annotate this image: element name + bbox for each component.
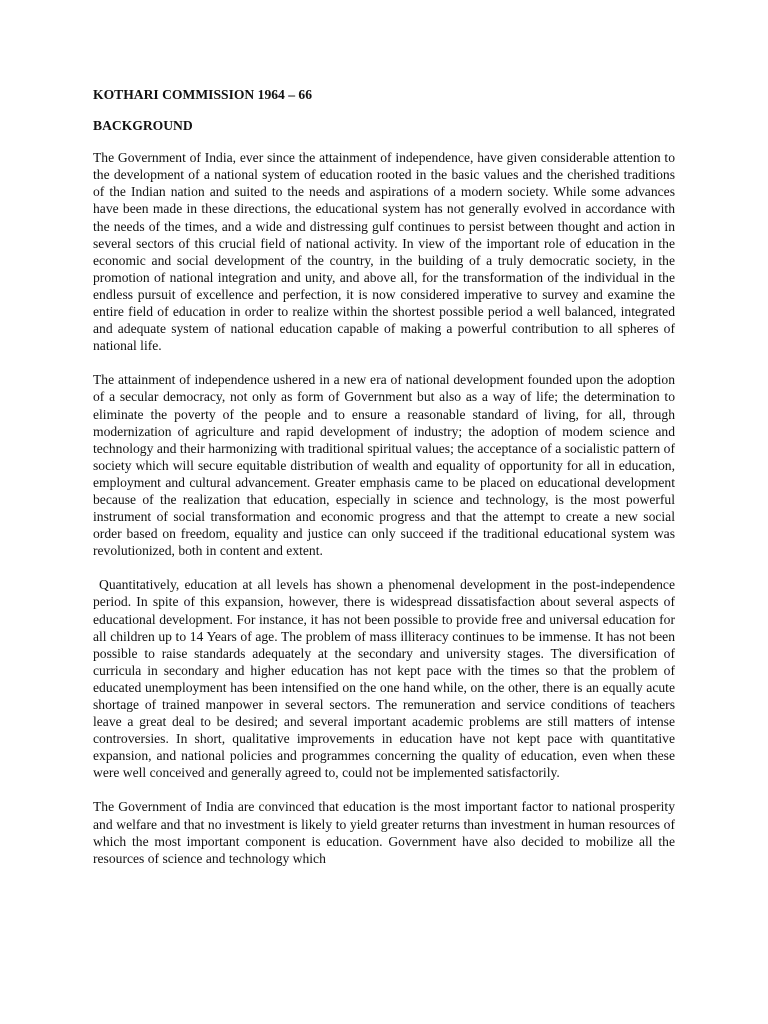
paragraph-2: The attainment of independence ushered in a new era of national development founded upon the adoption of a secular democracy, not only as form of Government but also as a way of life; the determination to eliminate the poverty of the people and to ensure a reasonable standard of living, for all, through modernization of agriculture and rapid development of industry; the adoption of modem science and technology and their harmonizing with traditional spiritual values; the acceptance of a socialistic pattern of society which will secure equitable distribution of wealth and equality of opportunity for all in education, employment and cultural advancement. Greater emphasis came to be placed on educational development because of the realization that education, especially in science and technology, is the most powerful instrument of social transformation and economic progress and that the attempt to create a new social order based on freedom, equality and justice can only succeed if the traditional educational system was revolutionized, both in content and extent.: [93, 372, 675, 559]
paragraph-4: The Government of India are convinced that education is the most important factor to national prosperity and welfare and that no investment is likely to yield greater returns than investment in human resources of which the most important component is education. Government have also decided to mobilize all the resources of science and technology which: [93, 799, 675, 866]
document-title: KOTHARI COMMISSION 1964 – 66: [93, 87, 313, 102]
paragraph-1: The Government of India, ever since the attainment of independence, have given considerable attention to the development of a national system of education rooted in the basic values and the cherished traditions of the Indian nation and suited to the needs and aspirations of a modern society. While some advances have been made in these directions, the educational system has not generally evolved in accordance with the needs of the times, and a wide and distressing gulf continues to persist between thought and action in several sectors of this crucial field of national activity. In view of the important role of education in the economic and social development of the country, in the building of a truly democratic society, in the promotion of national integration and unity, and above all, for the transformation of the individual in the endless pursuit of excellence and perfection, it is now considered imperative to survey and examine the entire field of education in order to realize within the shortest possible period a well balanced, integrated and adequate system of national education capable of making a powerful contribution to all spheres of national life.: [93, 150, 675, 354]
section-heading: BACKGROUND: [93, 118, 193, 134]
paragraph-3: Quantitatively, education at all levels has shown a phenomenal development in the post-independence period. In spite of this expansion, however, there is widespread dissatisfaction about several aspects of educational development. For instance, it has not been possible to provide free and universal education for all children up to 14 Years of age. The problem of mass illiteracy continues to be immense. It has not been possible to raise standards adequately at the secondary and university stages. The diversification of curricula in secondary and higher education has not kept pace with the times so that the problem of educated unemployment has been intensified on the one hand while, on the other, there is an equally acute shortage of trained manpower in several sectors. The remuneration and service conditions of teachers leave a great deal to be desired; and several important academic problems are still matters of intense controversies. In short, qualitative improvements in education have not kept pace with quantitative expansion, and national policies and programmes concerning the quality of education, even when these were well conceived and generally agreed to, could not be implemented satisfactorily.: [93, 577, 675, 781]
document-page: [93, 86, 675, 884]
